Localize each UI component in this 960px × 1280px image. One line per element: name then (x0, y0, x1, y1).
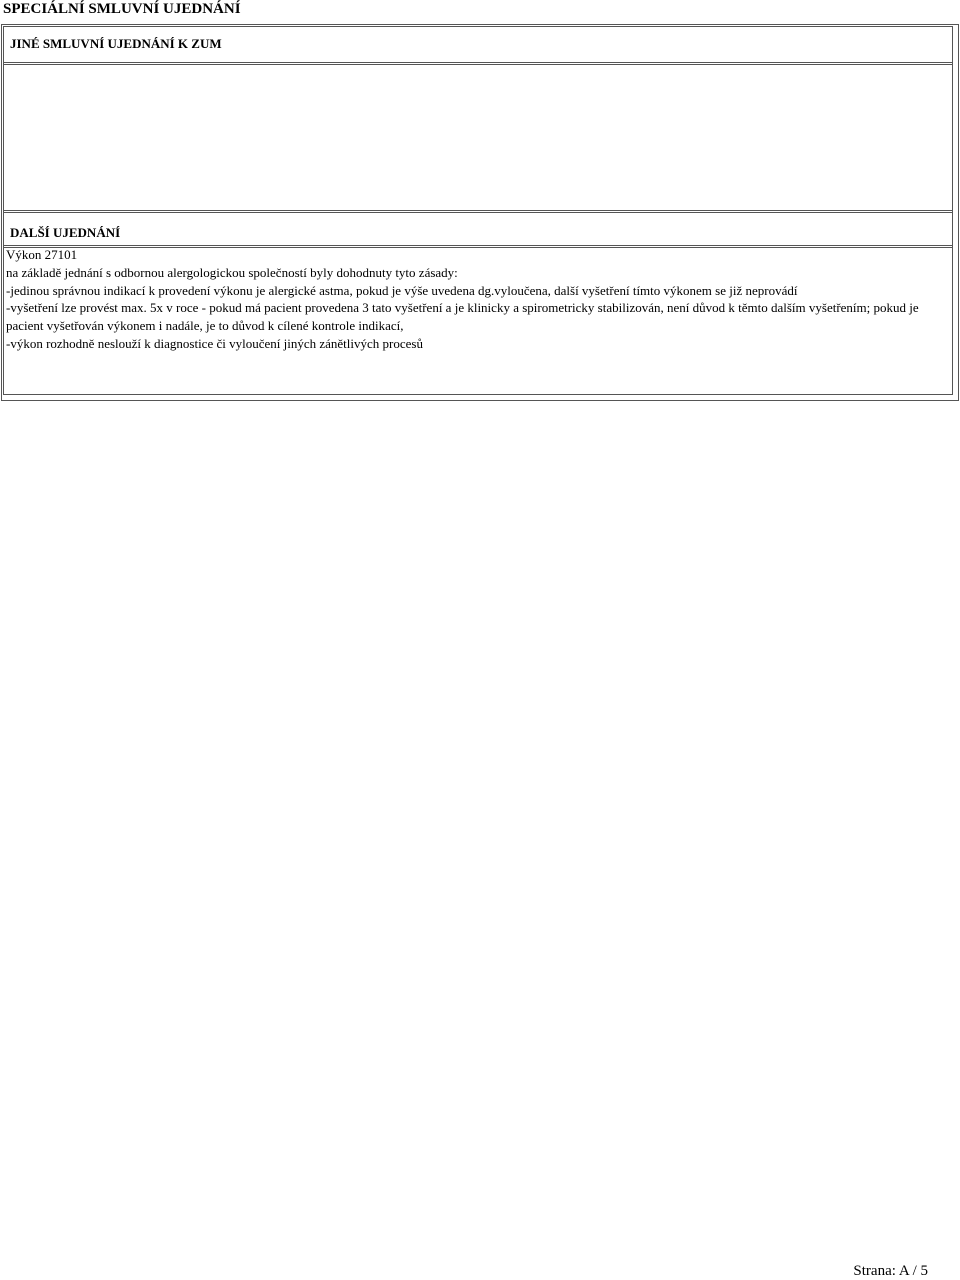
note-line-1: Výkon 27101 (6, 247, 78, 262)
note-line-3: -jedinou správnou indikací k provedení výkonu je alergické astma, pokud je výše uvedena dg.vyloučena, další vyšetření tímto výkonem se již neprovádí (6, 282, 798, 298)
note-line-4: -vyšetření lze provést max. 5x v roce - pokud má pacient provedena 3 tato vyšetření a je klinicky a spirometricky stabilizován, není důvod k těmto dalším vyšetřením; pokud je pacient vyšetřován výkonem i nadále, je to důvod k cílené kontrole indikací, (6, 300, 919, 334)
other-section-title: DALŠÍ UJEDNÁNÍ (10, 225, 121, 240)
page-number: Strana: A / 5 (853, 1263, 928, 1279)
zum-body-divider (4, 210, 952, 213)
zum-title-divider (4, 62, 952, 65)
note-line-2: na základě jednání s odbornou alergologickou společností byly dohodnuty tyto zásady: (6, 264, 458, 280)
other-section-body (6, 246, 944, 353)
zum-section-title: JINÉ SMLUVNÍ UJEDNÁNÍ K ZUM (10, 36, 222, 51)
page-heading: SPECIÁLNÍ SMLUVNÍ UJEDNÁNÍ (3, 1, 241, 17)
note-line-5: -výkon rozhodně neslouží k diagnostice či vyloučení jiných zánětlivých procesů (6, 335, 423, 351)
